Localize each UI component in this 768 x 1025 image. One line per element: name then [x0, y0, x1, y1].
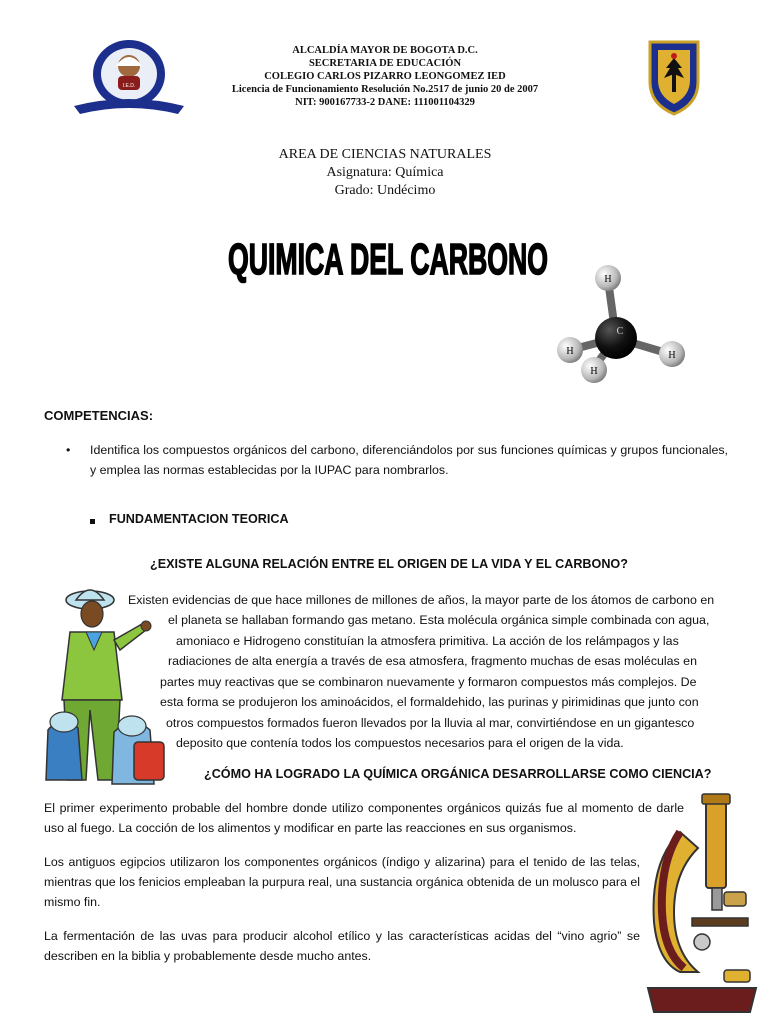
section1-line: el planeta se hallaban formando gas metano. Esta molécula orgánica simple combinada con agua, — [168, 613, 710, 627]
svg-text:H: H — [604, 274, 612, 285]
header-line-5: NIT: 900167733-2 DANE: 111001104329 — [295, 97, 475, 108]
page-title — [218, 228, 558, 286]
section2-question: ¿CÓMO HA LOGRADO LA QUÍMICA ORGÁNICA DESARROLLARSE COMO CIENCIA? — [204, 767, 712, 781]
svg-text:C: C — [616, 326, 624, 337]
section1-line: amoniaco e Hidrogeno constituían la atmosfera primitiva. La acción de los relámpagos y las — [176, 634, 679, 648]
header-line-1: ALCALDÍA MAYOR DE BOGOTA D.C. — [292, 45, 478, 56]
bogota-shield-logo — [644, 38, 704, 116]
area-line: AREA DE CIENCIAS NATURALES — [278, 147, 492, 162]
section1-question: ¿EXISTE ALGUNA RELACIÓN ENTRE EL ORIGEN DE LA VIDA Y EL CARBONO? — [150, 557, 628, 571]
microscope-illustration — [640, 792, 764, 1020]
section1-line: otros compuestos formados fueron llevados por la lluvia al mar, convirtiéndose en un gigantesco — [166, 716, 695, 730]
section2-paragraph-3: La fermentación de las uvas para producir alcohol etílico y las características acidas del “vino agrio” se describen en la biblia y probablemente desde mucho antes. — [44, 929, 640, 963]
explorer-teacher-illustration — [42, 580, 168, 790]
header-line-4: Licencia de Funcionamiento Resolución No.2517 de junio 20 de 2007 — [231, 84, 539, 95]
square-bullet-icon — [90, 519, 95, 524]
svg-text:H: H — [590, 366, 598, 377]
competencias-heading: COMPETENCIAS: — [44, 408, 154, 423]
institution-header — [180, 44, 590, 109]
bullet-icon: • — [66, 443, 71, 457]
fundamentacion-heading — [90, 512, 289, 526]
subject-line: Asignatura: Química — [326, 165, 444, 180]
header-line-2: SECRETARIA DE EDUCACIÓN — [308, 58, 462, 69]
grade-line: Grado: Undécimo — [334, 183, 436, 198]
section2-paragraph-2: Los antiguos egipcios utilizaron los componentes orgánicos (índigo y alizarina) para el tenido de las telas, mientras que los fenicios empleaban la purpura real, una sustancia orgánica obtenida de un molusco para el mismo fin. — [44, 855, 640, 909]
page-title-text: QUIMICA DEL CARBONO — [228, 234, 549, 284]
subject-info — [180, 146, 590, 200]
section1-line: esta forma se produjeron los aminoácidos, el formaldehido, las purinas y pirimidinas que junto con — [160, 695, 699, 709]
header-line-3: COLEGIO CARLOS PIZARRO LEONGOMEZ IED — [264, 71, 506, 82]
svg-text:H: H — [668, 350, 676, 361]
fundamentacion-label: FUNDAMENTACION TEORICA — [109, 512, 289, 526]
section1-line: deposito que contenía todos los compuestos necesarios para el origen de la vida. — [176, 736, 624, 750]
competencia-bullet — [66, 440, 728, 480]
section1-line: radiaciones de alta energía a través de esa atmosfera, fragmento muchas de esas moléculas en — [168, 654, 697, 668]
competencia-text: Identifica los compuestos orgánicos del carbono, diferenciándolos por sus funciones químicas y grupos funcionales, y emplea las normas establecidas por la IUPAC para nombrarlos. — [90, 443, 728, 477]
school-logo — [70, 36, 188, 118]
svg-text:I.E.D.: I.E.D. — [122, 83, 136, 89]
svg-text:H: H — [566, 346, 574, 357]
section1-line: partes muy reactivas que se combinaron nuevamente y formaron compuestos más complejos. De — [160, 675, 697, 689]
section1-line: Existen evidencias de que hace millones de millones de años, la mayor parte de los átomos de carbono en — [128, 593, 715, 607]
section2-paragraph-1: El primer experimento probable del hombre donde utilizo componentes orgánicos quizás fue al momento de darle uso al fuego. La cocción de los alimentos y modificar en parte las reacciones en sus organismos. — [44, 801, 684, 835]
methane-molecule-illustration — [552, 258, 692, 386]
